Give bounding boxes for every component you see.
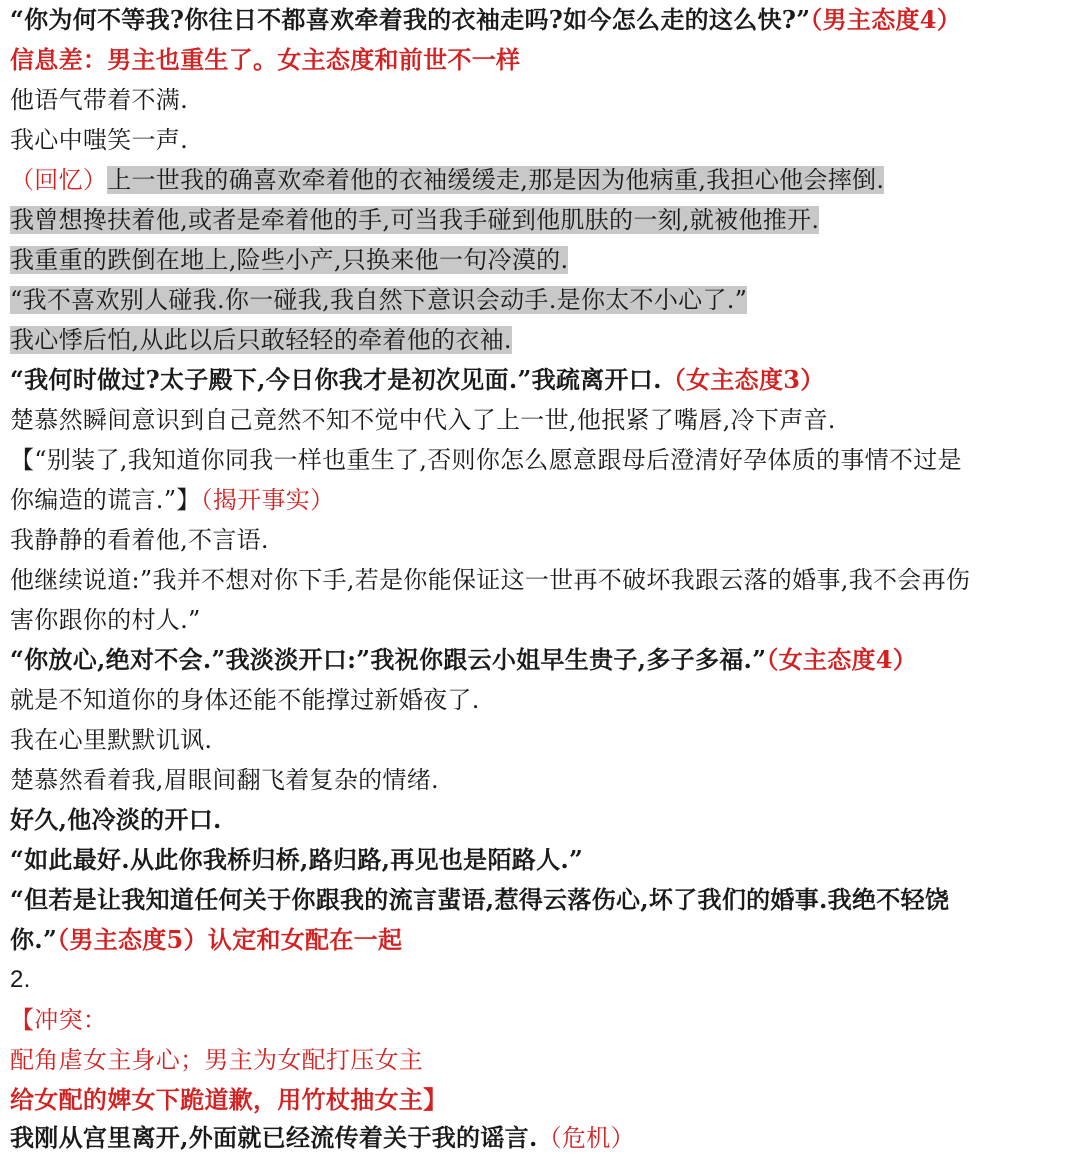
narration-text: 我刚从宫里离开,外面就已经流传着关于我的谣言. [10,1123,538,1152]
dialogue-line [10,480,1078,520]
narration-line [10,400,1078,440]
narration-text: 他语气带着不满. [10,86,189,114]
conflict-note-text: 给女配的婢女下跪道歉，用竹杖抽女主】 [10,1085,448,1114]
narration-line [10,800,1078,840]
dialogue-text: 他继续说道:”我并不想对你下手,若是你能保证这一世再不破坏我跟云落的婚事,我不会再伤 [10,566,971,594]
dialogue-line [10,360,1078,400]
narration-text: 楚慕然瞬间意识到自己竟然不知不觉中代入了上一世,他抿紧了嘴唇,冷下声音. [10,406,836,434]
dialogue-line [10,0,1078,40]
narration-line [10,520,1078,560]
annotation-male-attitude: （男主态度5）认定和女配在一起 [57,925,403,954]
narration-text: 楚慕然看着我,眉眼间翻飞着复杂的情绪. [10,766,439,794]
info-gap-note [10,40,1078,80]
annotation-crisis: （危机） [537,1124,635,1152]
narration-line [10,120,1078,160]
narration-line [10,680,1078,720]
dialogue-text: 你.” [10,925,58,954]
dialogue-text: “如此最好.从此你我桥归桥,路归路,再见也是陌路人.” [10,845,584,874]
dialogue-line [10,640,1078,680]
section-number [10,960,1078,1000]
narration-text: 我静静的看着他,不言语. [10,526,269,554]
narration-text: 好久,他冷淡的开口. [10,805,222,834]
flashback-line [10,240,1078,280]
dialogue-text: “你放心,绝对不会.”我淡淡开口:”我祝你跟云小姐早生贵子,多子多福.” [10,645,767,674]
dialogue-line [10,440,1078,480]
highlighted-text: 我重重的跌倒在地上,险些小产,只换来他一句冷漠的. [10,246,569,274]
flashback-line [10,320,1078,360]
narration-text: 我心中嗤笑一声. [10,126,189,154]
highlighted-text: “我不喜欢别人碰我.你一碰我,我自然下意识会动手.是你太不小心了.” [10,286,748,314]
dialogue-text: 【“别装了,我知道你同我一样也重生了,否则你怎么愿意跟母后澄清好孕体质的事情不过是 [10,446,962,474]
flashback-line [10,160,1078,200]
narration-line [10,760,1078,800]
narration-text: 就是不知道你的身体还能不能撑过新婚夜了. [10,686,480,714]
narration-line [10,1118,1078,1158]
flashback-line [10,280,1078,320]
narration-line [10,720,1078,760]
dialogue-text: “我何时做过?太子殿下,今日你我才是初次见面.”我疏离开口. [10,365,662,394]
section-number-text: 2. [10,966,31,993]
annotation-female-attitude: （女主态度3） [661,365,825,394]
dialogue-line [10,560,1078,600]
conflict-heading-text: 【冲突： [10,1006,108,1034]
annotation-male-attitude: （男主态度4） [810,5,962,34]
conflict-heading [10,1000,1078,1040]
annotation-reveal: （揭开事实） [200,486,335,514]
narration-line [10,80,1078,120]
conflict-note-text: 配角虐女主身心；男主为女配打压女主 [10,1046,424,1074]
flashback-line [10,200,1078,240]
dialogue-text: 害你跟你的村人.” [10,606,201,634]
narration-text: 我在心里默默讥讽. [10,726,213,754]
dialogue-line [10,840,1078,880]
dialogue-line [10,600,1078,640]
note-text: 信息差：男主也重生了。女主态度和前世不一样 [10,45,521,74]
dialogue-text: “你为何不等我?你往日不都喜欢牵着我的衣袖走吗?如今怎么走的这么快?” [10,5,811,34]
dialogue-line [10,920,1078,960]
highlighted-text: 上一世我的确喜欢牵着他的衣袖缓缓走,那是因为他病重,我担心他会摔倒. [107,166,885,194]
annotation-female-attitude: （女主态度4） [766,645,918,674]
conflict-note [10,1040,1078,1080]
conflict-note [10,1080,1078,1120]
highlighted-text: 我曾想搀扶着他,或者是牵着他的手,可当我手碰到他肌肤的一刻,就被他推开. [10,206,820,234]
dialogue-line [10,880,1078,920]
dialogue-text: “但若是让我知道任何关于你跟我的流言蜚语,惹得云落伤心,坏了我们的婚事.我绝不轻饶 [10,885,950,914]
annotation-flashback: （回忆） [10,166,108,194]
highlighted-text: 我心悸后怕,从此以后只敢轻轻的牵着他的衣袖. [10,326,512,354]
dialogue-text: 你编造的谎言.”】 [10,486,201,514]
